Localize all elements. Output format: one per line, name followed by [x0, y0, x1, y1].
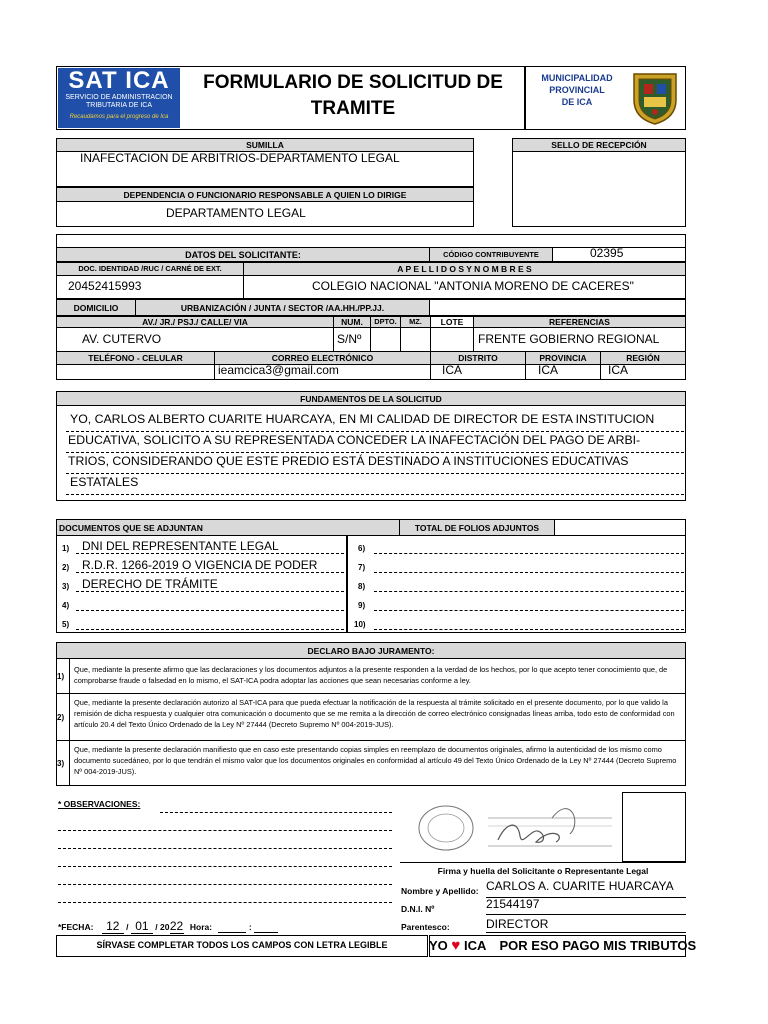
folios-label: TOTAL DE FOLIOS ADJUNTOS	[399, 519, 555, 536]
slogan-ica: ICA	[463, 938, 486, 953]
hora-min[interactable]	[254, 922, 278, 933]
referencias-label: REFERENCIAS	[473, 316, 686, 328]
provincia-value: ICA	[538, 363, 559, 377]
observaciones-line[interactable]	[58, 902, 392, 903]
fecha-year-prefix: 20	[160, 922, 170, 932]
logo-tagline: Recaudamos para el progreso de Ica	[69, 114, 169, 120]
observaciones-label: * OBSERVACIONES:	[58, 799, 141, 809]
fundamentos-line: ESTATALES	[70, 475, 139, 489]
slogan	[429, 937, 697, 955]
fecha-sep: /	[155, 922, 158, 932]
hora-sep: :	[248, 922, 252, 932]
provincia-label: PROVINCIA	[525, 351, 601, 365]
declaro-label: DECLARO BAJO JURAMENTO:	[56, 642, 686, 659]
urbanizacion-field[interactable]	[429, 299, 686, 316]
logo-main: SAT ICA	[68, 67, 170, 94]
declaro-text: Que, mediante la presente declaración autorizo al SAT-ICA para que pueda efectuar la notificación de la respuesta al trámite solicitado en el presente documento, por lo que valido la remisión de dicha respuesta y cualquier otra comunicación o documento que se me remita a la dirección de correo electrónico consignadas líneas arriba, todo esto de conformidad con artículo 20.4 del Texto Único Ordenado de la Ley Nº 27444 (Decreto Supremo Nº 004-2019-JUS).	[74, 698, 675, 729]
sello-field	[512, 151, 686, 227]
observaciones-line[interactable]	[58, 884, 392, 885]
doc-rule	[76, 610, 344, 611]
observaciones-line[interactable]	[58, 848, 392, 849]
doc-number: 3)	[62, 582, 70, 591]
fundamentos-line: YO, CARLOS ALBERTO CUARITE HUARCAYA, EN MI CALIDAD DE DIRECTOR DE ESTA INSTITUCION	[70, 412, 655, 426]
referencias-value: FRENTE GOBIERNO REGIONAL	[478, 332, 660, 346]
sat-ica-logo	[58, 68, 180, 128]
doc-number: 5)	[62, 620, 70, 629]
observaciones-line[interactable]	[58, 866, 392, 867]
fundamentos-line: TRIOS, CONSIDERANDO QUE ESTE PREDIO ESTÁ DESTINADO A INSTITUCIONES EDUCATIVAS	[68, 454, 629, 468]
telefono-field[interactable]	[56, 364, 215, 380]
lote-label: LOTE	[430, 316, 474, 328]
declaro-number: 2)	[57, 713, 65, 722]
num-value: S/Nº	[337, 332, 362, 346]
apellidos-value: COLEGIO NACIONAL "ANTONIA MORENO DE CACERES"	[312, 279, 634, 293]
documentos-label: DOCUMENTOS QUE SE ADJUNTAN	[56, 519, 400, 536]
declaro-text: Que, mediante la presente afirmo que las declaraciones y los documentos adjuntos a la presente responden a la verdad de los hechos, por lo que acepto tener conocimiento que, de comprobarse fraude o falsedad en lo mismo, el SAT-ICA podra adoptar las acciones que sean necesarias conforme a ley.	[74, 665, 668, 685]
fundamentos-rule	[66, 473, 684, 474]
doc-number: 1)	[62, 544, 70, 553]
correo-value: ieamcica3@gmail.com	[218, 363, 339, 377]
declaro-number: 1)	[57, 672, 65, 681]
telefono-label: TELÉFONO - CELULAR	[56, 351, 215, 365]
dni-underline	[486, 914, 686, 915]
mz-field[interactable]	[400, 327, 431, 352]
doc-number: 6)	[358, 544, 366, 553]
hora-label: Hora:	[189, 922, 213, 932]
slogan-rest: POR ESO PAGO MIS TRIBUTOS	[499, 938, 697, 953]
doc-rule	[76, 553, 344, 554]
huella-box	[622, 792, 686, 862]
region-value: ICA	[608, 363, 629, 377]
firma-caption: Firma y huella del Solicitante o Representante Legal	[437, 866, 649, 876]
declaro-number: 3)	[57, 759, 65, 768]
cod-contribuyente-label: CÓDIGO CONTRIBUYENTE	[429, 247, 553, 262]
dni-label: D.N.I. Nº	[401, 904, 435, 914]
doc-rule	[374, 629, 684, 630]
via-label: AV./ JR./ PSJ./ CALLE/ VIA	[56, 316, 334, 328]
via-value: AV. CUTERVO	[82, 332, 162, 346]
fecha-row	[58, 919, 278, 934]
logo-sub1: SERVICIO DE ADMINISTRACION	[65, 94, 173, 101]
parentesco-value[interactable]: DIRECTOR	[486, 917, 549, 931]
correo-label: CORREO ELECTRÓNICO	[214, 351, 431, 365]
doc-number: 8)	[358, 582, 366, 591]
doc-number: 4)	[62, 601, 70, 610]
declaro-text: Que, mediante la presente declaración manifiesto que en caso este presentando copias simples en reemplazo de documentos originales, afirmo la autenticidad de los mismo como documento sucedáneo, por lo que tendrán el mismo valor que los documentos originales en conformidad al artículo 49 del Texto Único Ordenado de la Ley Nº 27444 (Decreto Supremo Nº 004-2019-JUS).	[74, 745, 677, 776]
dpto-label: DPTO.	[370, 316, 401, 328]
fundamentos-rule	[66, 494, 684, 495]
doc-item[interactable]: R.D.R. 1266-2019 O VIGENCIA DE PODER	[82, 558, 318, 572]
distrito-value: ICA	[442, 363, 463, 377]
dni-value[interactable]: 21544197	[486, 897, 540, 911]
coat-of-arms-icon	[628, 70, 682, 126]
signature-stamp	[406, 796, 620, 858]
doc-rule	[76, 591, 344, 592]
footer-notice-text: SÍRVASE COMPLETAR TODOS LOS CAMPOS CON LETRA LEGIBLE	[96, 940, 388, 950]
title-line1: FORMULARIO DE SOLICITUD DE	[203, 72, 503, 93]
region-label: REGIÓN	[600, 351, 686, 365]
folios-field[interactable]	[554, 519, 686, 536]
fecha-sep: /	[126, 922, 129, 932]
apellidos-label: A P E L L I D O S Y N O M B R E S	[243, 262, 686, 276]
doc-number: 2)	[62, 563, 70, 572]
urbanizacion-label: URBANIZACIÓN / JUNTA / SECTOR /AA.HH./PP.JJ.	[135, 299, 430, 316]
parentesco-underline	[486, 932, 686, 933]
nombre-label: Nombre y Apellido:	[401, 886, 479, 896]
provincia-field[interactable]	[525, 364, 601, 380]
doc-rule	[76, 629, 344, 630]
doc-rule	[374, 610, 684, 611]
doc-rule	[374, 591, 684, 592]
muni-line2: PROVINCIAL	[549, 85, 605, 95]
observaciones-line[interactable]	[160, 812, 392, 813]
distrito-label: DISTRITO	[430, 351, 526, 365]
sello-label: SELLO DE RECEPCIÓN	[512, 138, 686, 152]
doc-item[interactable]: DNI DEL REPRESENTANTE LEGAL	[82, 539, 279, 553]
doc-number: 9)	[358, 601, 366, 610]
solicitante-title: DATOS DEL SOLICITANTE:	[56, 247, 430, 262]
slogan-yo: YO	[429, 938, 448, 953]
cod-contribuyente-value: 02395	[590, 246, 624, 260]
doc-item[interactable]: DERECHO DE TRÁMITE	[82, 577, 218, 591]
fundamentos-rule	[66, 431, 684, 432]
mz-label: MZ.	[400, 316, 431, 328]
doc-identidad-value: 20452415993	[68, 279, 142, 293]
observaciones-line[interactable]	[58, 830, 392, 831]
hora-hour[interactable]	[218, 922, 246, 933]
doc-rule	[374, 572, 684, 573]
documentos-divider	[346, 535, 348, 633]
firma-line	[400, 862, 686, 863]
divider-muni	[524, 66, 526, 130]
muni-line3: DE ICA	[561, 97, 593, 107]
muni-line1: MUNICIPALIDAD	[541, 73, 613, 83]
fecha-day[interactable]: 12	[102, 919, 124, 934]
fecha-month[interactable]: 01	[131, 919, 153, 934]
title-line2: TRAMITE	[310, 98, 396, 119]
doc-identidad-label: DOC. IDENTIDAD /RUC / CARNÉ DE EXT.	[56, 262, 244, 276]
fundamentos-label: FUNDAMENTOS DE LA SOLICITUD	[56, 391, 686, 406]
logo-sub2: TRIBUTARIA DE ICA	[86, 102, 152, 109]
muni-name	[528, 72, 626, 108]
sumilla-value: INAFECTACION DE ARBITRIOS-DEPARTAMENTO LEGAL	[80, 151, 400, 165]
dpto-field[interactable]	[370, 327, 401, 352]
sumilla-label: SUMILLA	[56, 138, 474, 152]
doc-number: 10)	[354, 620, 366, 629]
fundamentos-line: EDUCATIVA, SOLICITO A SU REPRESENTADA CONCEDER LA INAFECTACIÓN DEL PAGO DE ARBI-	[68, 433, 641, 447]
form-title	[188, 70, 518, 122]
fundamentos-rule	[66, 452, 684, 453]
num-label: NUM.	[333, 316, 371, 328]
doc-number: 7)	[358, 563, 366, 572]
doc-rule	[374, 553, 684, 554]
doc-rule	[76, 572, 344, 573]
dependencia-value: DEPARTAMENTO LEGAL	[166, 206, 306, 220]
fecha-label: *FECHA:	[58, 922, 94, 932]
fecha-year-suffix[interactable]: 22	[169, 919, 184, 933]
fundamentos-text	[62, 409, 686, 493]
domicilio-label: DOMICILIO	[56, 299, 136, 316]
lote-field[interactable]	[430, 327, 474, 352]
dependencia-label: DEPENDENCIA O FUNCIONARIO RESPONSABLE A QUIEN LO DIRIGE	[56, 187, 474, 202]
nombre-value[interactable]: CARLOS A. CUARITE HUARCAYA	[486, 879, 674, 893]
parentesco-label: Parentesco:	[401, 922, 450, 932]
heart-icon: ♥	[451, 937, 461, 954]
